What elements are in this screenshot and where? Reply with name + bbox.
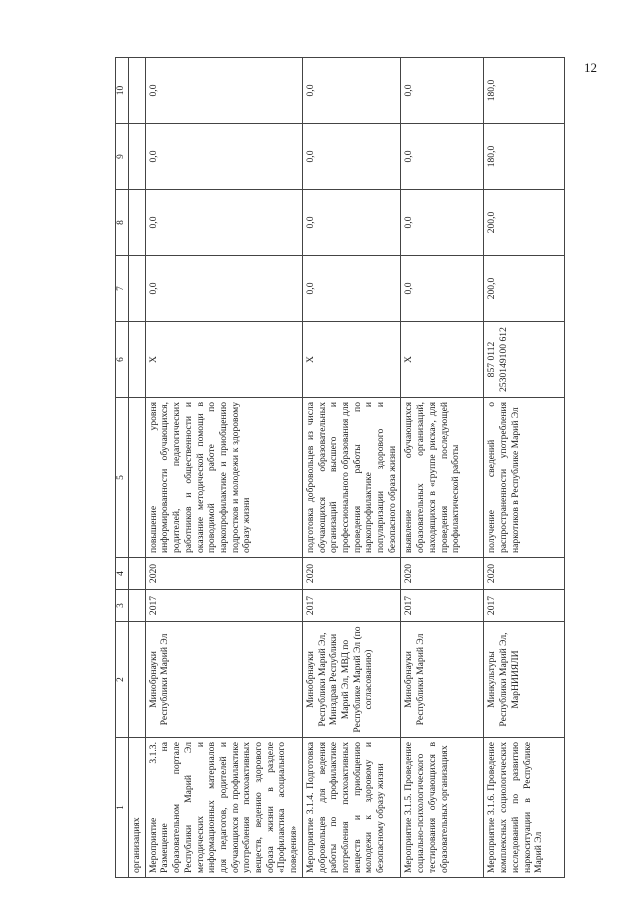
amount-col-10: 180,0 bbox=[484, 58, 565, 124]
start-year: 2017 bbox=[484, 590, 565, 622]
responsible-executor: Минобрнауки Республики Марий Эл, Минздрав Республики Марий Эл, МВД по Республике Марий Эл (по согласованию) bbox=[302, 622, 401, 738]
responsible-executor: Минобрнауки Республики Марий Эл bbox=[145, 622, 302, 738]
amount-col-8: 0,0 bbox=[302, 190, 401, 256]
budget-code: 857 0112 2530149100 612 bbox=[484, 322, 565, 398]
header-col-9: 9 bbox=[116, 124, 129, 190]
table-row bbox=[484, 58, 565, 878]
amount-col-7: 0,0 bbox=[145, 256, 302, 322]
header-col-8: 8 bbox=[116, 190, 129, 256]
header-col-5: 5 bbox=[116, 398, 129, 558]
amount-col-9: 0,0 bbox=[401, 124, 484, 190]
header-col-3: 3 bbox=[116, 590, 129, 622]
activity-name: Мероприятие 3.1.6. Проведение комплексных социологических исследований по развитию наркоситуации в Республике Марий Эл bbox=[484, 738, 565, 878]
expected-result: получение сведений о распространенности употребления наркотиков в Республике Марий Эл bbox=[484, 398, 565, 558]
section-continuation-row bbox=[129, 58, 146, 878]
start-year: 2017 bbox=[302, 590, 401, 622]
header-col-2: 2 bbox=[116, 622, 129, 738]
budget-code: X bbox=[302, 322, 401, 398]
table-row bbox=[401, 58, 484, 878]
header-col-10: 10 bbox=[116, 58, 129, 124]
amount-col-8: 0,0 bbox=[401, 190, 484, 256]
amount-col-10: 0,0 bbox=[145, 58, 302, 124]
expected-result: подготовка добровольцев из числа обучающихся образовательных организаций высшего и профессионального образования для проведения работы по наркопрофилактике и популяризации здорового и безопасного образа жизни bbox=[302, 398, 401, 558]
activity-name: Мероприятие 3.1.3. Размещение на образовательном портале Республики Марий Эл методических и информационных материалов для педагогов, родителей и обучающихся по профилактике употребления психоактивных веществ, ведению здорового образа жизни в разделе «Профилактика асоциального поведения» bbox=[145, 738, 302, 878]
program-activities-table bbox=[115, 57, 565, 878]
amount-col-9: 180,0 bbox=[484, 124, 565, 190]
amount-col-9: 0,0 bbox=[302, 124, 401, 190]
amount-col-7: 0,0 bbox=[401, 256, 484, 322]
end-year: 2020 bbox=[484, 558, 565, 590]
amount-col-8: 0,0 bbox=[145, 190, 302, 256]
amount-col-10: 0,0 bbox=[401, 58, 484, 124]
section-label: организациях bbox=[129, 738, 146, 878]
activity-name: Мероприятие 3.1.5. Проведение социально-психологического тестирования обучающихся в образовательных организациях bbox=[401, 738, 484, 878]
budget-code: X bbox=[401, 322, 484, 398]
amount-col-7: 0,0 bbox=[302, 256, 401, 322]
table-row bbox=[145, 58, 302, 878]
header-col-6: 6 bbox=[116, 322, 129, 398]
table-row bbox=[302, 58, 401, 878]
responsible-executor: Минобрнауки Республики Марий Эл bbox=[401, 622, 484, 738]
end-year: 2020 bbox=[401, 558, 484, 590]
header-col-7: 7 bbox=[116, 256, 129, 322]
start-year: 2017 bbox=[145, 590, 302, 622]
amount-col-10: 0,0 bbox=[302, 58, 401, 124]
column-number-row bbox=[116, 58, 129, 878]
expected-result: повышение уровня информированности обучающихся, родителей, педагогических работников и общественности и оказание методической помощи в проводимой работе по наркопрофилактике и приобщению подростков и молодежи к здоровому образу жизни bbox=[145, 398, 302, 558]
start-year: 2017 bbox=[401, 590, 484, 622]
responsible-executor: Минкультуры Республики Марий Эл, МарНИИЯЛИ bbox=[484, 622, 565, 738]
end-year: 2020 bbox=[145, 558, 302, 590]
expected-result: выявление обучающихся образовательных организаций, находящихся в «группе риска», для проведения последующей профилактической работы bbox=[401, 398, 484, 558]
amount-col-7: 200,0 bbox=[484, 256, 565, 322]
page-number: 12 bbox=[584, 60, 597, 75]
activity-name: Мероприятие 3.1.4. Подготовка добровольцев для ведения работы по профилактике потребления психоактивных веществ и приобщению молодежи к здоровому и безопасному образу жизни bbox=[302, 738, 401, 878]
header-col-1: 1 bbox=[116, 738, 129, 878]
rotated-page-content bbox=[115, 58, 635, 878]
amount-col-8: 200,0 bbox=[484, 190, 565, 256]
header-col-4: 4 bbox=[116, 558, 129, 590]
budget-code: X bbox=[145, 322, 302, 398]
end-year: 2020 bbox=[302, 558, 401, 590]
amount-col-9: 0,0 bbox=[145, 124, 302, 190]
